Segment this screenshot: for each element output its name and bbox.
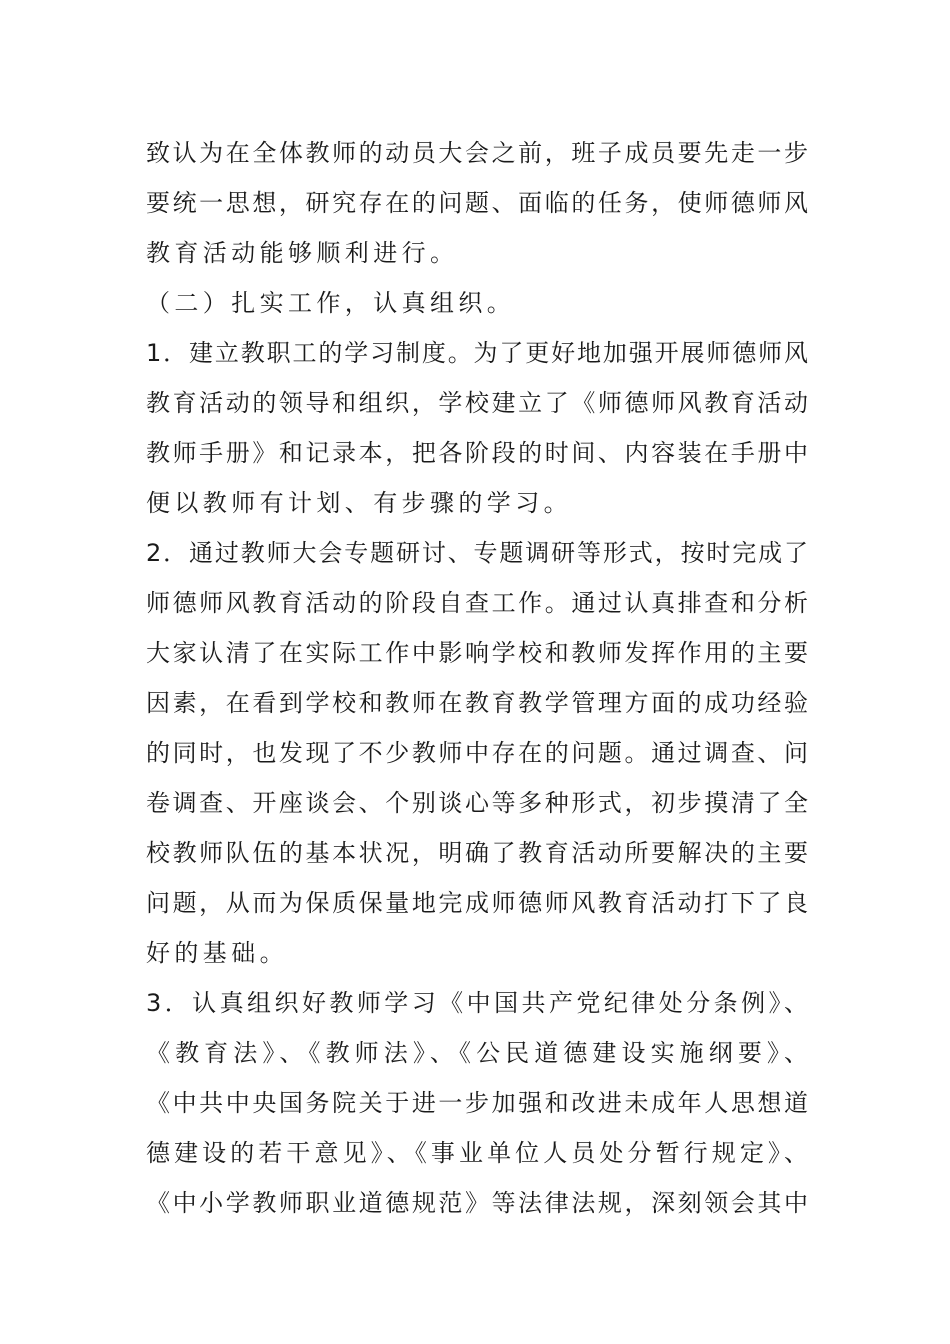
text-line-17: 好的基础。 bbox=[146, 939, 288, 967]
text-line-10: 师德师风教育活动的阶段自查工作。通过认真排查和分析 bbox=[146, 589, 808, 617]
text-line-6: 教育活动的领导和组织，学校建立了《师德师风教育活动 bbox=[146, 389, 808, 417]
text-line-12: 因素，在看到学校和教师在教育教学管理方面的成功经验 bbox=[146, 689, 808, 717]
text-line-22: 《中小学教师职业道德规范》等法律法规，深刻领会其中 bbox=[146, 1189, 808, 1217]
text-line-18: 3．认真组织好教师学习《中国共产党纪律处分条例》、 bbox=[146, 989, 808, 1017]
text-line-19: 《教育法》、《教师法》、《公民道德建设实施纲要》、 bbox=[146, 1039, 808, 1067]
section-heading: （二）扎实工作，认真组织。 bbox=[146, 289, 516, 317]
text-line-13: 的同时，也发现了不少教师中存在的问题。通过调查、问 bbox=[146, 739, 808, 767]
text-line-1: 致认为在全体教师的动员大会之前，班子成员要先走一步 bbox=[146, 139, 808, 167]
text-line-8: 便以教师有计划、有步骤的学习。 bbox=[146, 489, 572, 517]
text-line-14: 卷调查、开座谈会、个别谈心等多种形式，初步摸清了全 bbox=[146, 789, 808, 817]
text-line-15: 校教师队伍的基本状况，明确了教育活动所要解决的主要 bbox=[146, 839, 808, 867]
text-line-2: 要统一思想，研究存在的问题、面临的任务，使师德师风 bbox=[146, 189, 808, 217]
text-line-7: 教师手册》和记录本，把各阶段的时间、内容装在手册中 bbox=[146, 439, 808, 467]
text-line-9: 2．通过教师大会专题研讨、专题调研等形式，按时完成了 bbox=[146, 539, 808, 567]
text-line-11: 大家认清了在实际工作中影响学校和教师发挥作用的主要 bbox=[146, 639, 808, 667]
text-line-3: 教育活动能够顺利进行。 bbox=[146, 239, 459, 267]
text-line-20: 《中共中央国务院关于进一步加强和改进未成年人思想道 bbox=[146, 1089, 808, 1117]
text-line-21: 德建设的若干意见》、《事业单位人员处分暂行规定》、 bbox=[146, 1139, 808, 1167]
text-line-5: 1．建立教职工的学习制度。为了更好地加强开展师德师风 bbox=[146, 339, 808, 367]
text-line-16: 问题，从而为保质保量地完成师德师风教育活动打下了良 bbox=[146, 889, 808, 917]
